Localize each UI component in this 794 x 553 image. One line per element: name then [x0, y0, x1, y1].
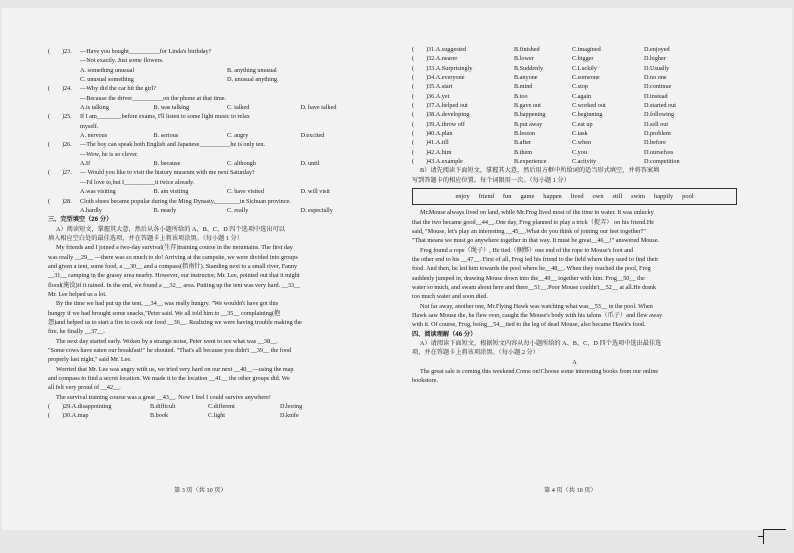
option-d: D.problem	[644, 130, 671, 138]
option-d: D.before	[644, 139, 666, 147]
answer-paren[interactable]: (	[412, 55, 415, 63]
fill-passage	[412, 208, 737, 329]
instruction-line: B）请先阅读下面短文，掌握其大意，然后用方框中所给词的适当形式填空，并将答案填	[420, 167, 660, 175]
option-b: B. am visiting	[153, 188, 189, 196]
options-37	[412, 101, 737, 110]
left-column	[48, 47, 374, 421]
question-number: )27.	[62, 169, 72, 177]
answer-paren[interactable]: (	[412, 111, 415, 119]
answer-paren[interactable]: (	[412, 46, 415, 53]
options-29	[48, 402, 374, 411]
options-27	[48, 187, 374, 196]
passage-line: the other end to his __47__. First of all, Frog led his friend to the field where they used to find their	[412, 255, 659, 263]
option-d: D.started out	[644, 102, 676, 110]
option-b: B.mind	[514, 83, 533, 91]
page-footer-right: 第 4 页（共 10 页）	[544, 487, 597, 494]
answer-paren[interactable]: (	[412, 120, 415, 128]
option-b: B. anything unusual	[227, 66, 277, 74]
passage-line: suddenly jumped in, drawing Mouse down into the__49__ together with him. Frog__50__ the	[412, 274, 645, 282]
option-c: C. talked	[227, 104, 250, 112]
right-column	[412, 45, 737, 386]
passage-line: and given a tent, some food, a __30__ and a compass(指南针). Standing next to a small river, Fanny	[48, 262, 298, 270]
option-a: A.If	[80, 160, 91, 168]
option-d: D.enjoyed	[644, 46, 670, 53]
option-b: B.happening	[514, 111, 546, 119]
answer-paren[interactable]: (	[48, 412, 51, 420]
passage-line: Not far away, another one, Mr.Flying Hawk was watching what was__53__ in the pool. When	[420, 302, 653, 310]
question-reply: —Because the driver__________on the phone at that time.	[80, 94, 227, 102]
passage-line: Mr.Mouse always lived on land, while Mr.Frog lived most of the time in water. It was unlucky	[420, 209, 654, 217]
passage-line: "Some cows have eaten our breakfast!" he shouted. "That's all because you didn't __39__ the food	[48, 347, 292, 354]
word-bank-item: happily	[654, 192, 674, 200]
option-c: C. although	[227, 160, 256, 168]
option-c: C.you	[572, 148, 587, 156]
passage-line: fire, he finally __37__.	[48, 328, 105, 336]
passage-line: water so much, and swam about here and there__51__.Poor Mouse couldn't__52__ at all.He drank	[412, 283, 657, 291]
word-bank-item: game	[520, 192, 535, 200]
option-a: )29.A.disappointing	[62, 403, 112, 411]
word-bank-item: swim	[631, 192, 645, 200]
option-c: C.again	[572, 92, 592, 100]
option-c: C.imagined	[572, 46, 601, 53]
options-41	[412, 138, 737, 147]
instruction-line: 写到答题卡的相应位置。每个词限用一次。（每小题 1 分）	[412, 176, 570, 184]
section-heading-cloze: 三、完型填空（26 分）	[48, 216, 113, 224]
answer-paren[interactable]: (	[412, 83, 415, 91]
passage-line: By the time we had put up the tent, __34__ was really hungry. "We wouldn't have got this	[56, 300, 279, 308]
question-stem: —The boy can speak both English and Japanese__________he is only ten.	[80, 141, 266, 149]
option-a: A.is talking	[80, 104, 109, 112]
question-number: )23.	[62, 48, 72, 55]
option-b: B.gave out	[514, 102, 541, 110]
option-c: C.activity	[572, 158, 597, 166]
answer-paren[interactable]: (	[412, 148, 415, 156]
option-b: B.experience	[514, 158, 547, 166]
option-b: B.them	[514, 148, 533, 156]
option-c: C.beginning	[572, 111, 603, 119]
options-31	[412, 45, 737, 54]
option-c: C. unusual something	[80, 76, 134, 84]
passage-line: __31__ camping in the grassy area nearby. However, our instructor, Mr. Lee, pointed out that it might	[48, 272, 300, 280]
option-d: D. especially	[300, 206, 333, 214]
option-a: )30.A.map	[62, 412, 89, 420]
crop-mark	[763, 529, 786, 544]
question-stem: —Have you bought__________for Linda's birthday?	[80, 48, 212, 55]
passage-line: "That means we must go anywhere together in that way. It must be great__46__!" answered Mouse.	[412, 237, 660, 245]
option-d: D.ourselves	[644, 148, 674, 156]
passage-line: all felt very proud of __42__.	[48, 384, 121, 392]
option-b: B. because	[153, 160, 181, 168]
answer-paren[interactable]: (	[412, 139, 415, 147]
question-25	[48, 112, 374, 121]
answer-paren[interactable]: (	[48, 85, 51, 93]
options-39	[412, 120, 737, 129]
answer-paren[interactable]: (	[48, 403, 51, 411]
options-32	[412, 54, 737, 63]
passage-line: hungry if we had brought some snacks,"Peter said. We all told him to __35__ complaining(抱	[48, 309, 281, 317]
options-24	[48, 103, 374, 112]
question-number: )26.	[62, 141, 72, 149]
option-d: D.sell out	[644, 120, 669, 128]
option-a: )43.A.example	[426, 158, 463, 166]
options-33	[412, 64, 737, 73]
option-d: D. have talked	[300, 104, 337, 112]
option-d: D.instead	[644, 92, 668, 100]
question-continuation: myself.	[80, 122, 99, 130]
answer-paren[interactable]: (	[48, 169, 51, 177]
option-a: )38.A.developing	[426, 111, 470, 119]
passage-line: Frog found a rope（绳子）, He tied（捆绑）one end of the rope to Mouse's foot and	[420, 246, 634, 254]
passage-line: Mr. Lee helped us a lot.	[48, 290, 107, 298]
option-b: B.Suddenly	[514, 64, 544, 72]
word-bank-item: enjoy	[455, 192, 470, 200]
options-26	[48, 159, 374, 168]
cloze-passage	[48, 243, 374, 402]
answer-paren[interactable]: (	[412, 158, 415, 166]
option-c: C.different	[208, 403, 235, 411]
option-b: B.after	[514, 139, 532, 147]
option-a: A. something unusual	[80, 66, 135, 74]
question-reply: —Not exactly. Just some flowers.	[80, 57, 164, 65]
option-b: B. nearly	[153, 206, 177, 214]
option-c: C.eat up	[572, 120, 593, 128]
options-42	[412, 148, 737, 157]
passage-line: The next day started early. Woken by a strange noise, Peter went to see what was __38__.	[56, 337, 278, 345]
question-reply: —I'd love to,but I__________it twice already.	[80, 178, 195, 186]
option-d: D.Usually	[644, 64, 670, 72]
passage-line: Hawk saw Mouse die, he flew over, caught the Mouse's body with his talons（爪子）and flew away	[412, 311, 663, 319]
option-a: )32.A.nearer	[426, 55, 458, 63]
option-a: )39.A.throw off	[426, 120, 465, 128]
options-23b	[48, 75, 374, 84]
option-a: )35.A.start	[426, 83, 453, 91]
word-bank-item: happen	[543, 192, 562, 200]
option-b: B. was talking	[153, 104, 190, 112]
section-heading-reading: 四、阅读理解（46 分）	[412, 330, 477, 338]
instruction-line: 项，并在答题卡上将该项涂黑。（每小题 2 分）	[412, 349, 539, 357]
option-c: C.worked out	[572, 102, 606, 110]
option-c: C.when	[572, 139, 592, 147]
answer-paren[interactable]: (	[412, 74, 415, 82]
options-35	[412, 82, 737, 91]
word-bank-item: pool	[682, 192, 694, 200]
option-c: C. angry	[227, 132, 249, 140]
question-23	[48, 47, 374, 56]
option-b: B.anyone	[514, 74, 538, 82]
answer-paren[interactable]: (	[48, 113, 51, 121]
question-number: )28.	[62, 197, 72, 205]
cloze-options-list	[412, 45, 737, 166]
question-26	[48, 140, 374, 149]
option-b: B.difficult	[150, 403, 176, 411]
option-d: D.boring	[280, 403, 303, 411]
option-a: )31.A.suggested	[426, 46, 467, 53]
options-40	[412, 129, 737, 138]
passage-line: and compass to find a secret location. We made it to the location __41__ the other groups did. We	[48, 375, 290, 383]
passage-line: was really __29__ —there was so much to do! Arriving at the campsite, we were divided into groups	[48, 253, 298, 261]
options-28	[48, 206, 374, 215]
options-38	[412, 110, 737, 119]
option-a: )33.A.Surprisingly	[426, 64, 473, 72]
option-c: C.task	[572, 130, 588, 138]
option-d: D.no one	[644, 74, 667, 82]
question-24	[48, 84, 374, 93]
passage-line: My friends and I joined a two-day survival(生存)training course in the mountains. The first day	[56, 244, 293, 252]
passage-line: with it. Of course, Frog, being__54__tied to the leg of dead Mouse, also became Hawk's food.	[412, 321, 646, 329]
passage-line: properly last night," said Mr. Lee.	[48, 356, 132, 364]
option-d: D.following	[644, 111, 675, 119]
question-stem: — Would you like to visit the history museum with me next Saturday?	[80, 169, 255, 177]
word-bank-item: friend	[478, 192, 494, 200]
option-d: D.excited	[300, 132, 325, 140]
exam-sheet	[2, 8, 792, 530]
option-b: B.finished	[514, 46, 540, 53]
option-c: C.light	[208, 412, 226, 420]
option-c: C. really	[227, 206, 249, 214]
passage-line: bookstore.	[412, 377, 438, 385]
question-number: )25.	[62, 113, 72, 121]
question-number: )24.	[62, 85, 72, 93]
instruction-line: A）请阅读下面短文，根据短文内容从每小题所给的 A、B、C、D 四个选项中选出最佳选	[420, 339, 662, 347]
word-bank-item: own	[592, 192, 604, 200]
options-43	[412, 157, 737, 166]
option-d: D.competition	[644, 158, 680, 166]
option-a: A.was visiting	[80, 188, 116, 196]
option-d: D. unusual anything	[227, 76, 278, 84]
question-stem: —Why did the car hit the girl?	[80, 85, 156, 93]
option-c: C.someone	[572, 74, 600, 82]
passage-line: that the two became good__44__.One day, Frog planned to play a trick（捉弄） on his friend.He	[412, 218, 655, 226]
question-27	[48, 168, 374, 177]
answer-paren[interactable]: (	[412, 102, 415, 110]
option-d: D. until	[300, 160, 320, 168]
instruction-line: A）阅读短文，掌握其大意，然后从各小题所给的 A、B、C、D 四个选项中选出可以	[56, 225, 285, 233]
options-30	[48, 411, 374, 420]
option-d: D. will visit	[300, 188, 330, 196]
passage-line: Worried that Mr. Lee was angry with us, we tried very hard on our next __40__—using the map	[56, 365, 294, 373]
option-b: B.book	[150, 412, 169, 420]
option-d: D.knife	[280, 412, 299, 420]
option-a: A. nervous	[80, 132, 108, 140]
word-bank-item: still	[612, 192, 623, 200]
page-footer-left: 第 3 页（共 10 页）	[174, 487, 227, 494]
option-d: D.continue	[644, 83, 672, 91]
option-c: C.stop	[572, 83, 588, 91]
answer-paren[interactable]: (	[48, 141, 51, 149]
passage-line: food. And then, he led him towards the pool where he__48__. When they reached the pool, Frog	[412, 265, 651, 273]
answer-paren[interactable]: (	[412, 92, 415, 100]
option-a: )42.A.him	[426, 148, 452, 156]
option-c: C.Luckily	[572, 64, 597, 72]
word-bank-item: fun	[502, 192, 512, 200]
answer-paren[interactable]: (	[48, 48, 51, 55]
passage-line: The survival training course was a great __43__. Now I feel I could survive anywhere!	[56, 393, 271, 401]
options-34	[412, 73, 737, 82]
question-stem: If I am________before exams, I'll listen to some light music to relax	[80, 113, 250, 121]
options-25	[48, 131, 374, 140]
option-a: A.hardly	[80, 206, 102, 214]
answer-paren[interactable]: (	[48, 197, 51, 205]
options-36	[412, 92, 737, 101]
question-stem: Cloth shoes became popular during the Ming Dynasty,________in Sichuan province.	[80, 197, 291, 205]
passage-line: too much water and soon died.	[412, 293, 488, 301]
passage-letter: A	[572, 358, 577, 366]
option-c: C.bigger	[572, 55, 594, 63]
option-b: B.put away	[514, 120, 543, 128]
option-a: )36.A.yet	[426, 92, 450, 100]
passage-line: 怨)and helped us to start a fire to cook our food __36__. Realizing we were having trouble making the	[48, 318, 302, 326]
option-c: C. have visited	[227, 188, 264, 196]
word-bank-item: lived	[570, 192, 584, 200]
option-a: )34.A.everyone	[426, 74, 465, 82]
option-a: )40.A.plan	[426, 130, 453, 138]
passage-line: said, "Mouse, let's play an interesting __45__.What do you think of joining our feet together?"	[412, 227, 646, 235]
options-23	[48, 66, 374, 75]
answer-paren[interactable]: (	[412, 64, 415, 72]
option-b: B.lesson	[514, 130, 536, 138]
option-a: )37.A.helped out	[426, 102, 468, 110]
option-b: B.too	[514, 92, 528, 100]
question-28	[48, 197, 374, 206]
question-reply: —Wow, he is so clever.	[80, 150, 139, 158]
option-b: B.lower	[514, 55, 534, 63]
option-d: D.higher	[644, 55, 666, 63]
option-b: B. serious	[153, 132, 179, 140]
word-bank-box	[412, 188, 737, 205]
passage-line: The great sale is coming this weekend.Come on!Choose some interesting books from our online	[420, 368, 659, 375]
passage-line: flood(淹没)if it rained. In the end, we found a __32__ area. Putting up the tent was very hard. __33__	[48, 281, 301, 289]
instruction-line: 填入相应空白处的最佳选项，并在答题卡上将该项涂黑。（每小题 1 分）	[48, 234, 243, 242]
answer-paren[interactable]: (	[412, 130, 415, 138]
option-a: )41.A.till	[426, 139, 449, 147]
